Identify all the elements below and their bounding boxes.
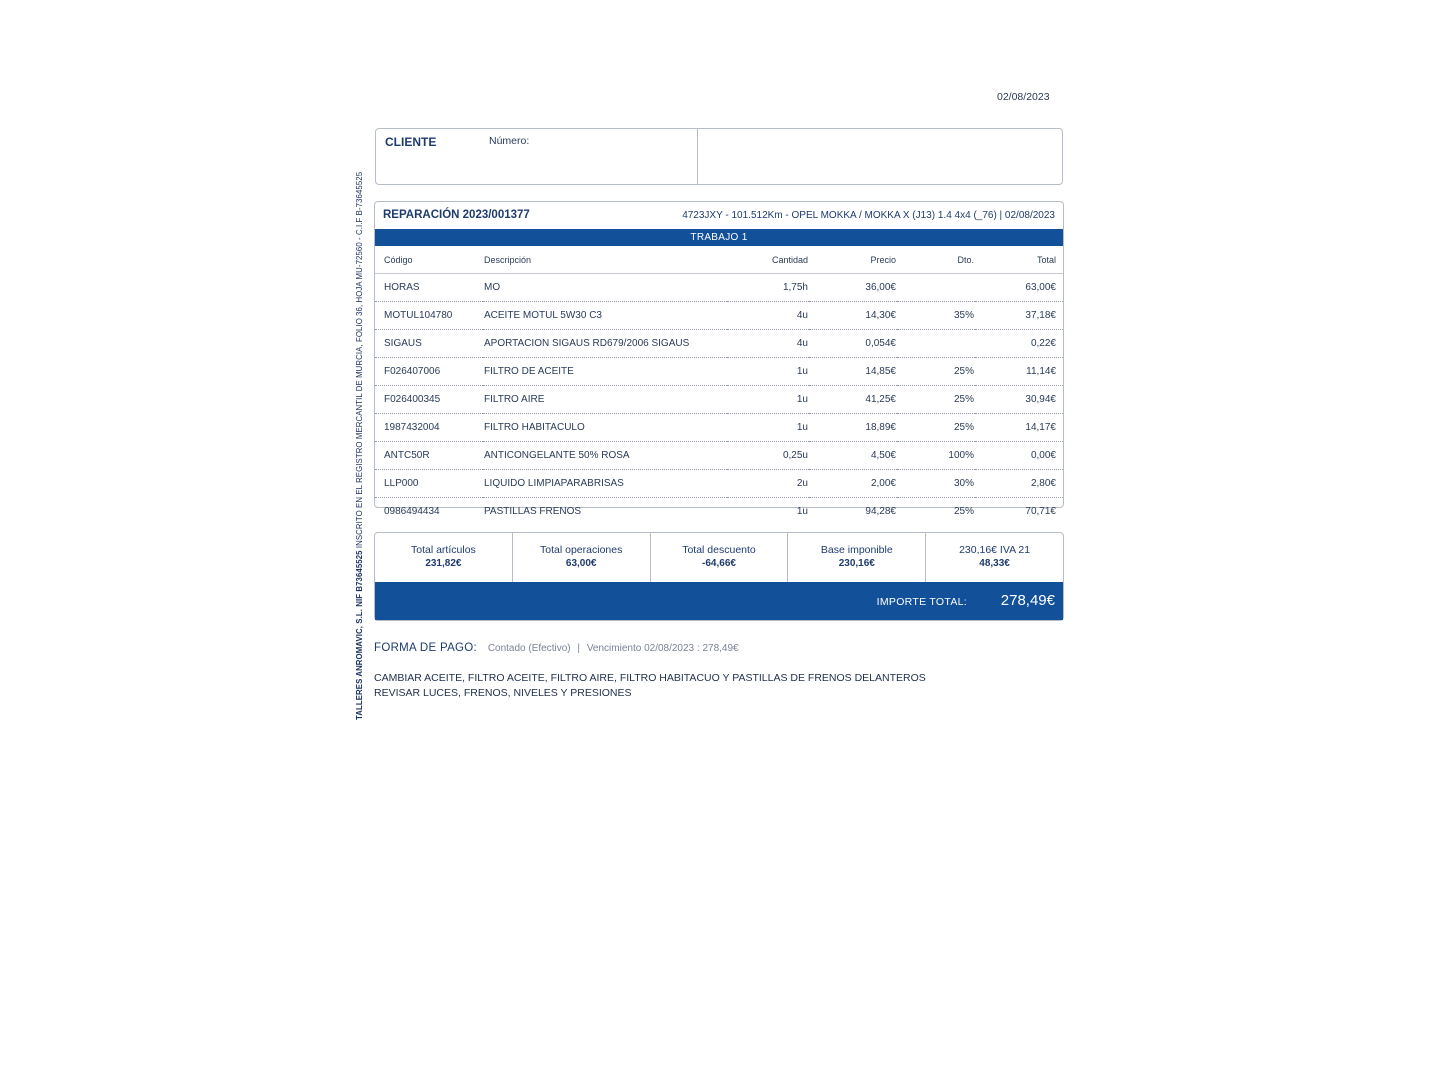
cell-description: MO xyxy=(483,274,727,302)
col-description: Descripción xyxy=(483,246,727,274)
work-notes xyxy=(374,671,926,700)
payment-separator: | xyxy=(577,643,581,654)
cell-code: MOTUL104780 xyxy=(375,302,483,330)
cell-code: LLP000 xyxy=(375,470,483,498)
cell-quantity: 1u xyxy=(796,506,808,517)
cell-description: ANTICONGELANTE 50% ROSA xyxy=(483,442,727,470)
table-header-row xyxy=(375,246,1063,274)
cell-description: FILTRO DE ACEITE xyxy=(483,358,727,386)
table-row xyxy=(375,358,1063,386)
cell-discount: 25% xyxy=(897,358,975,386)
cell-description: ACEITE MOTUL 5W30 C3 xyxy=(483,302,727,330)
total-label: Total descuento xyxy=(682,544,756,556)
totals-box xyxy=(374,532,1064,621)
total-value: 48,33€ xyxy=(979,558,1010,569)
total-value: 63,00€ xyxy=(565,558,597,569)
cell-code: 1987432004 xyxy=(375,414,483,442)
cell-discount: 25% xyxy=(897,414,975,442)
cell-total: 37,18€ xyxy=(975,302,1063,330)
total-value: 231,82€ xyxy=(425,558,462,569)
repair-title: REPARACIÓN 2023/001377 xyxy=(383,209,530,221)
cell-code: F026400345 xyxy=(375,386,483,414)
repair-box xyxy=(374,201,1064,517)
cell-total: 63,00€ xyxy=(975,274,1063,302)
col-price: Precio xyxy=(809,246,897,274)
cell-discount xyxy=(897,274,975,302)
repair-vehicle: 4723JXY - 101.512Km - OPEL MOKKA / MOKKA X (J13) 1.4 4x4 (_76) | 02/08/2023 xyxy=(682,210,1055,221)
company-name: TALLERES ANROMAVIC, S.L. NIF B73645525 xyxy=(355,550,364,720)
cell-quantity: 1u xyxy=(727,414,809,442)
document-date: 02/08/2023 xyxy=(997,91,1050,103)
cell-quantity: 1u xyxy=(727,386,809,414)
table-row xyxy=(375,442,1063,470)
total-label: Total artículos xyxy=(411,544,476,556)
cell-price: 4,50€ xyxy=(809,442,897,470)
table-row xyxy=(375,498,1063,526)
work-bar: TRABAJO 1 xyxy=(375,229,1063,246)
cell-discount: 25% xyxy=(953,506,974,517)
cell-price: 2,00€ xyxy=(809,470,897,498)
cell-price: 41,25€ xyxy=(809,386,897,414)
cell-code: ANTC50R xyxy=(375,442,483,470)
cell-code: SIGAUS xyxy=(375,330,483,358)
cell-total: 0,00€ xyxy=(975,442,1063,470)
cell-discount: 35% xyxy=(897,302,975,330)
cell-code: 0986494434 xyxy=(384,506,440,517)
payment-label: FORMA DE PAGO: xyxy=(374,642,478,654)
cell-description: FILTRO AIRE xyxy=(483,386,727,414)
company-legal-sidebar xyxy=(355,172,364,720)
grand-total-value: 278,49€ xyxy=(1000,592,1055,609)
total-discount xyxy=(651,533,789,583)
grand-total-bar xyxy=(375,582,1063,620)
col-discount: Dto. xyxy=(897,246,975,274)
col-total: Total xyxy=(975,246,1063,274)
total-articles xyxy=(375,533,513,583)
total-label: Total operaciones xyxy=(540,544,623,556)
cell-total: 14,17€ xyxy=(975,414,1063,442)
cell-quantity: 0,25u xyxy=(727,442,809,470)
total-value: 230,16€ xyxy=(838,558,875,569)
cell-description: LIQUIDO LIMPIAPARABRISAS xyxy=(483,470,727,498)
payment-method: Contado (Efectivo) xyxy=(487,643,571,654)
table-row xyxy=(375,274,1063,302)
cell-price: 0,054€ xyxy=(809,330,897,358)
cell-total: 0,22€ xyxy=(975,330,1063,358)
cell-quantity: 4u xyxy=(727,330,809,358)
total-value: -64,66€ xyxy=(702,558,736,569)
cell-code: HORAS xyxy=(375,274,483,302)
cell-price: 94,28€ xyxy=(865,506,896,517)
cell-code: F026407006 xyxy=(375,358,483,386)
items-table xyxy=(375,246,1063,525)
cell-quantity: 2u xyxy=(727,470,809,498)
table-row xyxy=(375,470,1063,498)
cell-price: 14,85€ xyxy=(809,358,897,386)
col-code: Código xyxy=(375,246,483,274)
table-row xyxy=(375,414,1063,442)
table-row xyxy=(375,386,1063,414)
payment-info xyxy=(374,642,739,654)
vat-amount xyxy=(926,533,1063,583)
note-line: CAMBIAR ACEITE, FILTRO ACEITE, FILTRO AIRE, FILTRO HABITACUO Y PASTILLAS DE FRENOS DELANTEROS xyxy=(374,672,926,684)
cell-description: FILTRO HABITACULO xyxy=(483,414,727,442)
cell-discount: 25% xyxy=(897,386,975,414)
cell-quantity: 4u xyxy=(727,302,809,330)
client-box xyxy=(375,128,1063,185)
cell-price: 18,89€ xyxy=(809,414,897,442)
table-row xyxy=(375,302,1063,330)
total-label: Base imponible xyxy=(820,544,893,556)
repair-header xyxy=(375,202,1063,229)
cell-description: PASTILLAS FRENOS xyxy=(484,506,582,517)
payment-due: Vencimiento 02/08/2023 : 278,49€ xyxy=(586,643,739,654)
cell-price: 36,00€ xyxy=(809,274,897,302)
client-number-label: Número: xyxy=(489,135,530,147)
cell-quantity: 1,75h xyxy=(727,274,809,302)
total-operations xyxy=(513,533,651,583)
totals-row xyxy=(375,533,1063,583)
client-divider xyxy=(697,129,698,184)
cell-total: 70,71€ xyxy=(1025,506,1056,517)
cell-description: APORTACION SIGAUS RD679/2006 SIGAUS xyxy=(483,330,727,358)
table-row xyxy=(375,330,1063,358)
total-label: 230,16€ IVA 21 xyxy=(959,544,1031,556)
tax-base xyxy=(788,533,926,583)
note-line: REVISAR LUCES, FRENOS, NIVELES Y PRESIONES xyxy=(374,686,632,699)
cell-total: 2,80€ xyxy=(975,470,1063,498)
cell-discount: 30% xyxy=(897,470,975,498)
col-quantity: Cantidad xyxy=(727,246,809,274)
client-label: CLIENTE xyxy=(385,135,437,149)
cell-discount: 100% xyxy=(897,442,975,470)
cell-price: 14,30€ xyxy=(809,302,897,330)
company-registry: INSCRITO EN EL REGISTRO MERCANTIL DE MURCIA, FOLIO 36, HOJA MU-72560 - C.I.F B-73645525 xyxy=(355,171,364,549)
cell-total: 30,94€ xyxy=(975,386,1063,414)
grand-total-label: IMPORTE TOTAL: xyxy=(876,596,967,608)
cell-discount xyxy=(897,330,975,358)
cell-quantity: 1u xyxy=(727,358,809,386)
cell-total: 11,14€ xyxy=(975,358,1063,386)
